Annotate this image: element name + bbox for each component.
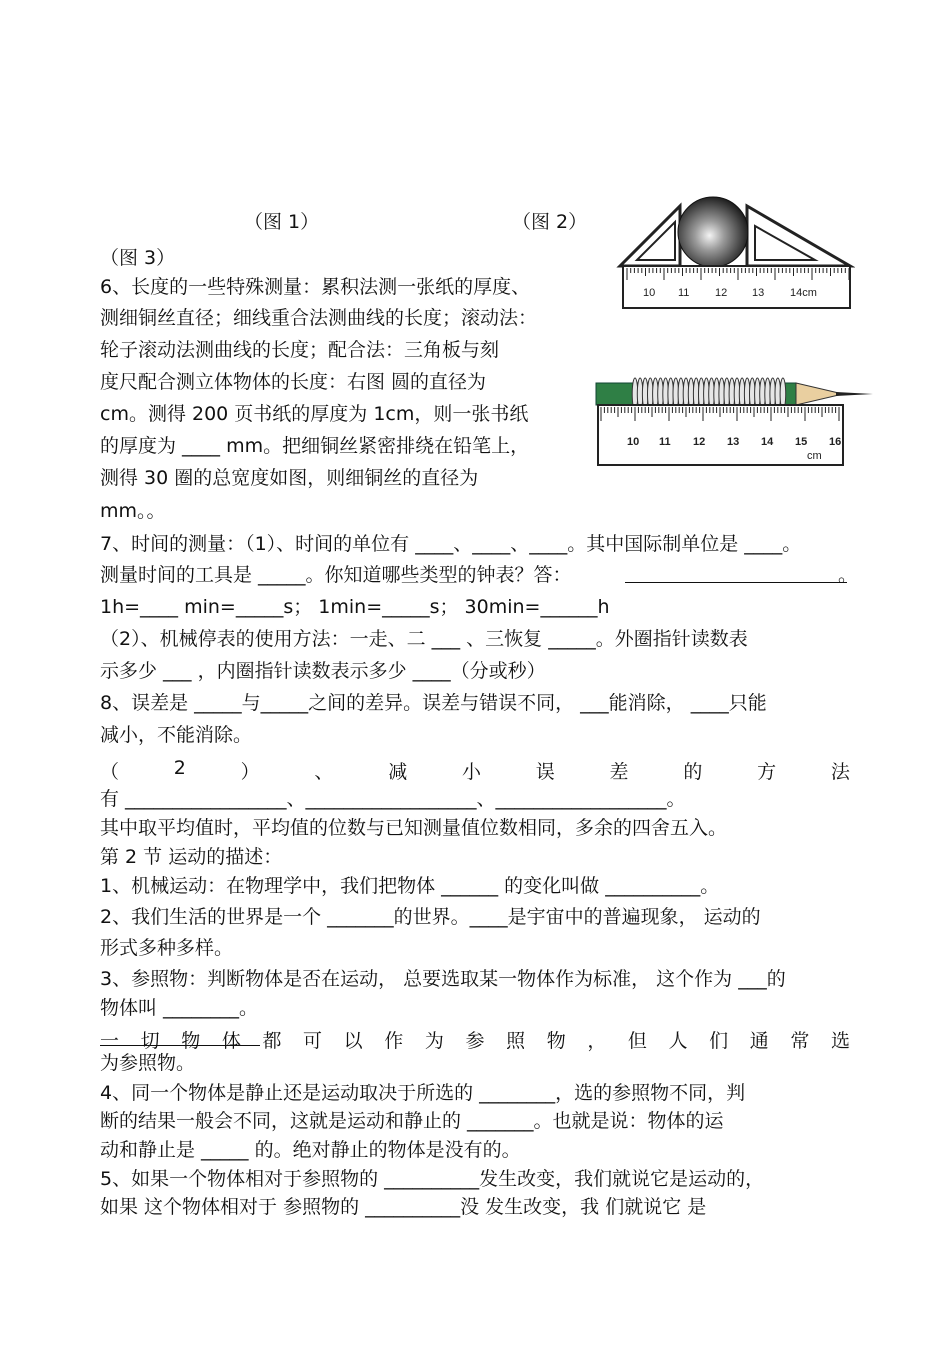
underline [100, 1045, 260, 1046]
unit-label: cm [807, 450, 822, 462]
caption-fig1: （图 1） [244, 211, 320, 233]
s6-line-8: mm。。 [100, 500, 166, 522]
s6-line-7: 测得 30 圈的总宽度如图，则细铜丝的直径为 [100, 467, 479, 489]
tick-label: 16 [829, 436, 842, 448]
char: 通 [749, 1030, 769, 1052]
s7-line-4: （2）、机械停表的使用方法：一走、二 ___ 、三恢复 _____。外圈指针读数表 [100, 628, 748, 650]
right-triangle [747, 206, 850, 266]
char: 都 [262, 1030, 282, 1052]
tick-label: 10 [643, 287, 656, 299]
sec2-line-4b: 断的结果一般会不同，这就是运动和静止的 _______。也就是说：物体的运 [100, 1110, 724, 1132]
char: 方 [757, 761, 777, 783]
char: 切 [140, 1030, 160, 1052]
char: 人 [668, 1030, 688, 1052]
s6-line-1: 6、长度的一些特殊测量：累积法测一张纸的厚度、 [100, 276, 531, 298]
char: 但 [627, 1030, 647, 1052]
char: ， [587, 1030, 607, 1052]
sec2-line-1: 1、机械运动：在物理学中，我们把物体 ______ 的变化叫做 __________。 [100, 875, 720, 897]
sec2-line-4: 4、同一个物体是静止还是运动取决于所选的 ________，选的参照物不同，判 [100, 1082, 746, 1104]
s8-line-4: 有 _________________、__________________、__________________。 [100, 788, 686, 810]
char: 一 [100, 1030, 120, 1052]
caption-fig2: （图 2） [512, 211, 588, 233]
left-triangle [620, 206, 680, 266]
s6-line-6: 的厚度为 ____ mm。把细铜丝紧密排绕在铅笔上， [100, 435, 530, 457]
char: 照 [506, 1030, 526, 1052]
tick-label: 12 [715, 287, 728, 299]
sec2-line-5: 5、如果一个物体相对于参照物的 __________发生改变，我们就说它是运动的， [100, 1168, 765, 1190]
ball [678, 197, 748, 267]
sec2-line-2: 2、我们生活的世界是一个 _______的世界。____是宇宙中的普遍现象， 运动的 [100, 906, 761, 928]
char: 常 [790, 1030, 810, 1052]
s6-line-5: cm。测得 200 页书纸的厚度为 1cm，则一张书纸 [100, 403, 529, 425]
char: ） [240, 761, 260, 783]
tick-label: 13 [752, 287, 765, 299]
section-title: 第 2 节 运动的描述： [100, 846, 283, 868]
sec2-line-4c: 动和静止是 _____ 的。绝对静止的物体是没有的。 [100, 1139, 521, 1161]
sec2-line-2b: 形式多种多样。 [100, 937, 234, 959]
answer-blank-line [625, 582, 847, 583]
char: 作 [384, 1030, 404, 1052]
tick-label: 13 [727, 436, 740, 448]
s6-line-2: 测细铜丝直径；细线重合法测曲线的长度；滚动法： [100, 307, 538, 329]
char: 参 [465, 1030, 485, 1052]
sec2-line-3b: 物体叫 ________。 [100, 997, 259, 1019]
figure-coil-pencil [593, 363, 878, 468]
s8-line-5: 其中取平均值时，平均值的位数与已知测量值位数相同，多余的四舍五入。 [100, 817, 728, 839]
char: 物 [181, 1030, 201, 1052]
tick-label: 11 [678, 287, 690, 299]
char: 、 [314, 761, 334, 783]
tick-label: 12 [693, 436, 706, 448]
s7-line-2: 测量时间的工具是 _____。你知道哪些类型的钟表？答： [100, 564, 572, 586]
char: 以 [343, 1030, 363, 1052]
char: （ [100, 761, 120, 783]
s8-line-3 [100, 757, 850, 784]
s7-line-5: 示多少 ___ ，内圈指针读数表示多少 ____（分或秒） [100, 660, 546, 682]
char: 的 [683, 761, 703, 783]
char: 选 [830, 1030, 850, 1052]
char: 2 [173, 757, 186, 779]
char: 减 [388, 761, 408, 783]
tick-label: 14 [761, 436, 774, 448]
tick-label: 11 [659, 436, 671, 448]
char: 为 [424, 1030, 444, 1052]
char: 法 [830, 761, 850, 783]
char: 们 [709, 1030, 729, 1052]
s7-line-1: 7、时间的测量：（1）、时间的单位有 ____、____、____。其中国际制单位是 ____。 [100, 533, 802, 555]
s7-line-2-end: 。 [838, 564, 858, 586]
char: 体 [221, 1030, 241, 1052]
sec2-line-3: 3、参照物：判断物体是否在运动， 总要选取某一物体作为标准， 这个作为 ___的 [100, 968, 786, 990]
figure-ball-ruler [615, 196, 855, 311]
char: 误 [535, 761, 555, 783]
char: 可 [303, 1030, 323, 1052]
sec2-line-3c [100, 1026, 850, 1053]
char: 小 [461, 761, 481, 783]
s6-line-4: 度尺配合测立体物体的长度：右图 圆的直径为 [100, 371, 487, 393]
s8-line-2: 减小，不能消除。 [100, 724, 253, 746]
char: 物 [546, 1030, 566, 1052]
tick-label: 14cm [790, 287, 817, 299]
tick-label: 10 [627, 436, 640, 448]
s8-line-1: 8、误差是 _____与_____之间的差异。误差与错误不同， ___能消除， ____只能 [100, 692, 767, 714]
char: 差 [609, 761, 629, 783]
s6-line-3: 轮子滚动法测曲线的长度；配合法：三角板与刻 [100, 339, 500, 361]
tick-label: 15 [795, 436, 808, 448]
caption-fig3: （图 3） [100, 247, 176, 269]
sec2-line-5b: 如果 这个物体相对于 参照物的 __________没 发生改变，我 们就说它 是 [100, 1196, 707, 1218]
sec2-line-3d: 为参照物。 [100, 1052, 196, 1074]
s7-line-3: 1h=____ min=_____s； 1min=_____s； 30min=______h [100, 596, 610, 618]
